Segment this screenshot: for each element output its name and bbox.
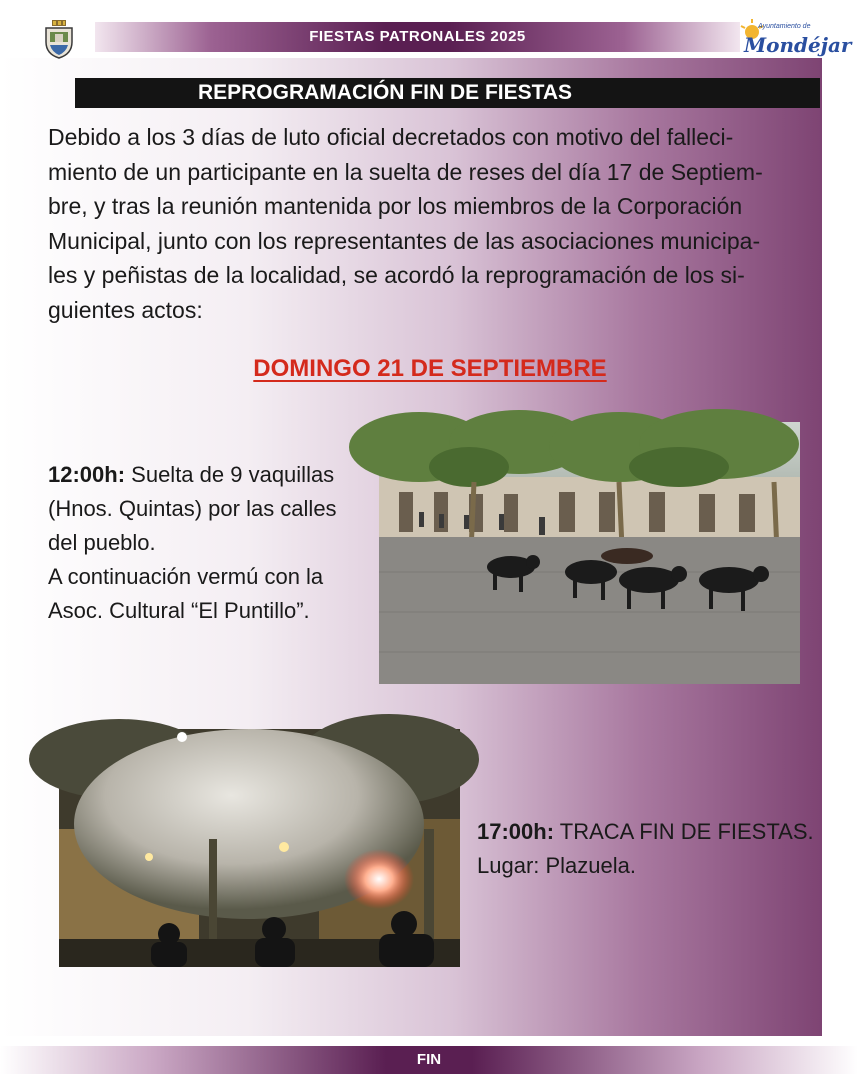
header-title: FIESTAS PATRONALES 2025: [309, 28, 526, 45]
event-text: Asoc. Cultural “El Puntillo”.: [48, 598, 310, 623]
event-text: TRACA FIN DE FIESTAS.: [554, 819, 814, 844]
event-text: A continuación vermú con la: [48, 564, 324, 589]
sun-logo-icon: [738, 18, 852, 60]
bulls-photo: [379, 422, 800, 684]
intro-line: guientes actos:: [48, 296, 203, 323]
intro-paragraph: [48, 120, 808, 327]
event-text: Lugar: Plazuela.: [477, 853, 636, 878]
event-time: 12:00h:: [48, 462, 126, 487]
event-text: del pueblo.: [48, 530, 156, 555]
fireworks-photo: [59, 729, 460, 967]
fireworks-image-icon: [59, 729, 460, 967]
event-item: [477, 815, 822, 883]
event-time: 17:00h:: [477, 819, 555, 844]
bulls-image-icon: [379, 422, 800, 684]
page-margin: [822, 58, 858, 1036]
event-text: (Hnos. Quintas) por las calles: [48, 496, 337, 521]
municipality-logo: [738, 18, 852, 60]
logo-text: Mondéjar: [744, 33, 852, 57]
intro-line: bre, y tras la reunión mantenida por los miembros de la Corporación: [48, 193, 743, 219]
footer-label: FIN: [416, 1051, 442, 1068]
event-item: [48, 458, 378, 628]
event-text: Suelta de 9 vaquillas: [125, 462, 335, 487]
logo-small-text: Ayuntamiento de: [758, 23, 811, 30]
section-title: REPROGRAMACIÓN FIN DE FIESTAS: [197, 81, 573, 104]
intro-line: miento de un participante en la suelta de reses del día 17 de Septiem-: [48, 158, 763, 185]
coat-of-arms-icon: [38, 18, 80, 60]
intro-line: Debido a los 3 días de luto oficial decretados con motivo del falleci-: [48, 124, 734, 150]
date-heading: DOMINGO 21 DE SEPTIEMBRE: [253, 355, 607, 382]
intro-line: les y peñistas de la localidad, se acordó la reprogramación de los si-: [48, 262, 745, 288]
intro-line: Municipal, junto con los representantes de las asociaciones municipa-: [48, 227, 761, 254]
